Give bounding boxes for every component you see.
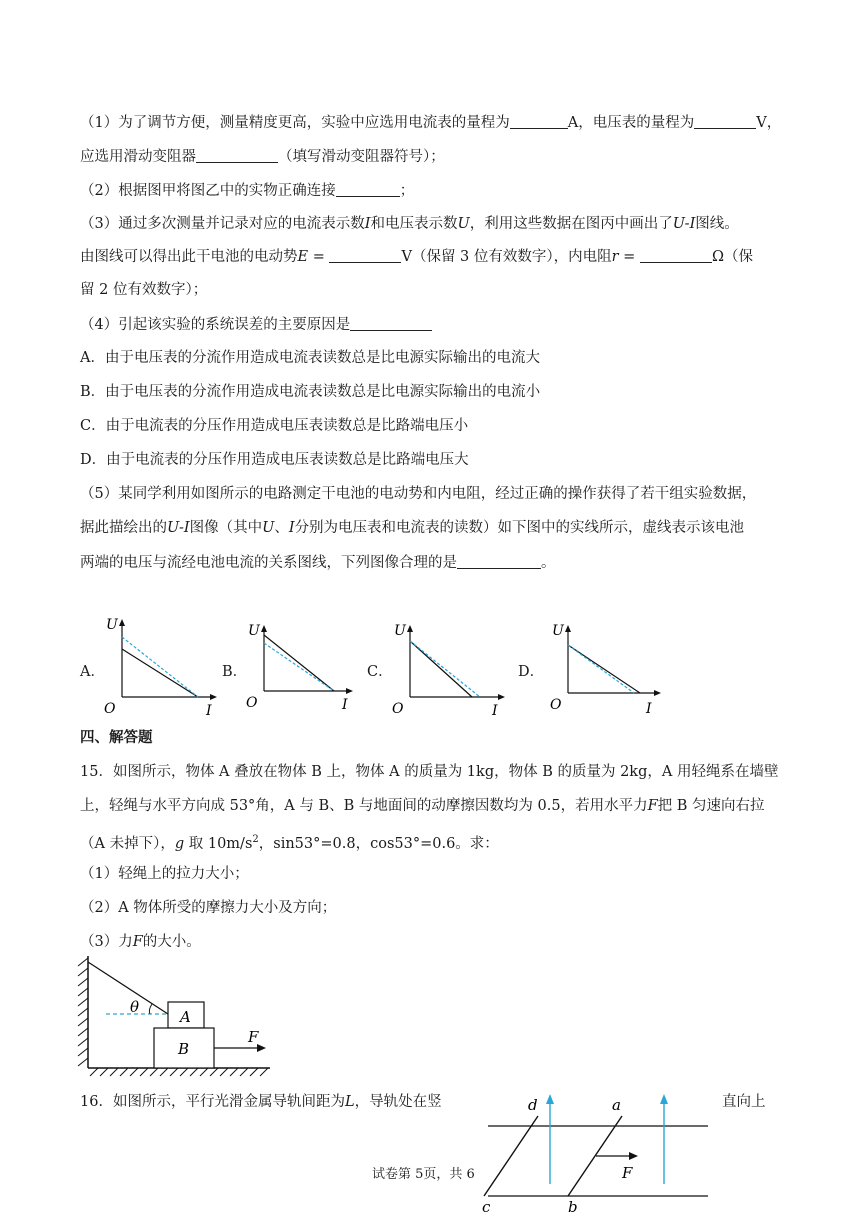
q14-part5-line1: （5）某同学利用如图所示的电路测定干电池的电动势和内电阻，经过正确的操作获得了若干组实验数据， — [80, 486, 757, 502]
graph-b-i-label: I — [342, 697, 348, 713]
graph-a-y-arrow-icon — [119, 619, 125, 626]
graph-c-solid-line — [410, 641, 472, 697]
graph-a-dashed-line — [122, 637, 198, 697]
page-footer: 试卷第 5页，共 6 — [372, 1167, 475, 1182]
graph-c-origin-label: O — [392, 701, 404, 717]
option-b: B．由于电压表的分流作用造成电流表读数总是比电源实际输出的电流小 — [80, 384, 541, 400]
graph-b-u-label: U — [248, 623, 260, 639]
q15-line1: 15．如图所示，物体 A 叠放在物体 B 上，物体 A 的质量为 1kg，物体 B 的质量为 2kg，A 用轻绳系在墙壁 — [80, 764, 779, 780]
connection-blank — [336, 180, 400, 197]
graph-d-y-arrow-icon — [565, 625, 571, 632]
option-d: D．由于电流表的分压作用造成电压表读数总是比路端电压大 — [80, 452, 469, 468]
force-label: F — [248, 1028, 259, 1046]
graph-d — [540, 615, 665, 725]
label-f: F — [622, 1164, 633, 1182]
error-reason-blank — [350, 314, 432, 331]
graph-choice-blank — [457, 552, 541, 569]
graph-c-x-arrow-icon — [498, 694, 505, 700]
section-title: 四、解答题 — [80, 729, 153, 746]
graph-d-dashed-line — [568, 645, 634, 693]
block-b-label: B — [178, 1040, 190, 1058]
current-range-blank — [510, 112, 568, 129]
q14-part3-line2: 由图线可以得出此干电池的电动势E = V（保留 3 位有效数字），内电阻r = Ω（保 — [80, 246, 753, 267]
field-arrow-2-icon — [660, 1094, 668, 1104]
q14-part3-line1: （3）通过多次测量并记录对应的电流表示数I和电压表示数U，利用这些数据在图丙中画出了U-I图线。 — [80, 216, 739, 232]
graph-a-u-label: U — [106, 617, 118, 633]
q15-line2: 上，轻绳与水平方向成 53°角，A 与 B、B 与地面间的动摩擦因数均为 0.5，若用水平力F把 B 匀速向右拉 — [80, 798, 765, 814]
graph-c-label: C． — [367, 664, 393, 680]
graph-a-solid-line — [122, 649, 198, 697]
graph-a-origin-label: O — [104, 701, 116, 717]
graph-d-label: D． — [518, 664, 545, 680]
label-c: c — [482, 1198, 491, 1216]
angle-arc — [149, 1004, 152, 1014]
q14-part1-line2: 应选用滑动变阻器 （填写滑动变阻器符号）； — [80, 146, 445, 167]
graph-b-solid-line — [264, 635, 334, 691]
rod-dc — [484, 1116, 538, 1196]
rope — [88, 962, 168, 1014]
q16-line1: 16．如图所示，平行光滑金属导轨间距为L，导轨处在竖 — [80, 1094, 442, 1110]
theta-label: θ — [130, 998, 140, 1016]
graph-c-dashed-line — [410, 641, 480, 697]
graph-d-x-arrow-icon — [654, 690, 661, 696]
force-f-arrow-head-icon — [629, 1152, 638, 1160]
q14-part1-line1: （1）为了调节方便，测量精度更高，实验中应选用电流表的量程为 A，电压表的量程为 V， — [80, 112, 781, 133]
label-d: d — [528, 1096, 538, 1114]
q15-line3: （A 未掉下），g 取 $10m/s^2$，sin53°=0.8，cos53°=0.6。求： — [80, 834, 499, 852]
graph-c-i-label: I — [492, 703, 498, 719]
q14-part5-line3: 两端的电压与流经电池电流的关系图线，下列图像合理的是 。 — [80, 552, 556, 573]
graph-b — [242, 615, 362, 725]
emf-blank — [329, 246, 401, 263]
graph-c — [388, 615, 508, 725]
q16-line1-end: 直向上 — [722, 1094, 766, 1110]
block-a-label: A — [180, 1008, 191, 1026]
field-arrow-1-icon — [546, 1094, 554, 1104]
rheostat-blank — [196, 146, 278, 163]
resistance-blank — [640, 246, 712, 263]
q16-figure — [470, 1080, 720, 1216]
q14-part4: （4）引起该实验的系统误差的主要原因是 — [80, 314, 432, 335]
option-a: A．由于电压表的分流作用造成电流表读数总是比电源实际输出的电流大 — [80, 350, 540, 366]
graph-b-label: B． — [222, 664, 248, 680]
label-a: a — [612, 1096, 621, 1114]
graph-a-label: A． — [80, 664, 105, 680]
graph-a — [100, 615, 220, 725]
graph-b-origin-label: O — [246, 695, 258, 711]
graph-c-u-label: U — [394, 623, 406, 639]
voltage-range-blank — [694, 112, 756, 129]
q14-part5-line2: 据此描绘出的U-I图像（其中U、I分别为电压表和电流表的读数）如下图中的实线所示，虚线表示该电池 — [80, 520, 745, 536]
graph-b-dashed-line — [264, 643, 334, 691]
graph-a-i-label: I — [206, 703, 212, 719]
graph-d-i-label: I — [646, 701, 652, 717]
graph-b-y-arrow-icon — [261, 625, 267, 632]
graph-c-y-arrow-icon — [407, 625, 413, 632]
ground-hatching — [90, 1068, 268, 1076]
q15-sub1: （1）轻绳上的拉力大小； — [80, 866, 249, 882]
option-c: C．由于电流表的分压作用造成电压表读数总是比路端电压小 — [80, 418, 469, 434]
graph-d-u-label: U — [552, 623, 564, 639]
graph-b-x-arrow-icon — [346, 688, 353, 694]
q15-figure — [70, 950, 280, 1080]
label-b: b — [568, 1198, 578, 1216]
q14-part3-line3: 留 2 位有效数字）； — [80, 282, 208, 298]
graph-a-x-arrow-icon — [210, 694, 217, 700]
q14-part2: （2）根据图甲将图乙中的实物正确连接 ； — [80, 180, 414, 201]
graph-d-origin-label: O — [550, 697, 562, 713]
wall-hatching — [78, 958, 88, 1066]
q15-sub3: （3）力F的大小。 — [80, 934, 201, 950]
q15-sub2: （2）A 物体所受的摩擦力大小及方向； — [80, 900, 337, 916]
